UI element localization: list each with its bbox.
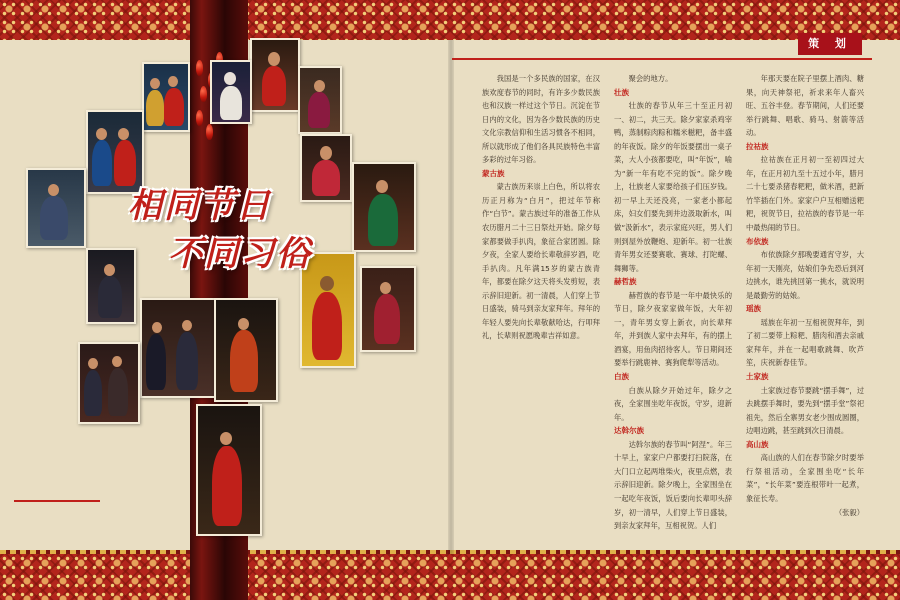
ethnic-group-heading: 壮族 [614, 87, 629, 97]
festival-photo-12 [214, 298, 278, 402]
festival-photo-9 [86, 248, 136, 324]
top-ornament-band [0, 0, 900, 40]
article-paragraph: 达斡尔族的春节叫“阿涅”。年三十早上，家家户户都要打扫院落，在大门口立起两堆柴火，夜里点燃，表示辞旧迎新。除夕晚上，全家围坐在一起吃年夜饭，饭后要向长辈叩头辞岁，初一清早，人们穿上节日盛装，到亲友家拜年，互相祝贺。人们 [614, 439, 732, 531]
festival-photo-14 [78, 342, 140, 424]
ethnic-group-heading: 土家族 [746, 372, 769, 382]
article-paragraph: 蒙古族历来崇上白色，所以将农历正月称为“白月”，把过年节称作“白节”。蒙古族过年的准备工作从农历腊月二十三日祭灶开始。除夕每家都要做手扒肉，象征合家团圆。除夕夜，全家人要给长辈敬辞岁酒，吃手扒肉。凡年满15岁的蒙古族青年，都要在除夕这天将头发剪短，表示辞旧迎新。初一清晨，人们穿上节日盛装，骑马到亲友家拜年。拜年的年轻人要先向长辈敬献哈达，行叩拜礼，长辈则祝愿晚辈吉祥如意。 [482, 182, 600, 341]
festival-photo-8 [352, 162, 416, 252]
header-rule [452, 58, 872, 60]
festival-photo-7 [26, 168, 86, 248]
article-paragraph: 壮族的春节从年三十至正月初一、初二，共三天。除夕家家杀鸡宰鸭，蒸制粽肉粽和糯米糍粑，备丰盛的年夜饭。除夕的年饭要摆出一桌子菜，大人小孩都要吃，叫“年饭”，喻为“新一年有吃不完的饭”。除夕晚上，壮族老人家要给孩子们压岁钱。初一早上天还没亮，一家老小都起床，妇女们要先到井边汲取新水，叫做“汲新水”，表示家庭兴旺，男人们则到屋外放鞭炮、迎新年。初一壮族青年男女还要赛歌、赛球、打陀螺、舞狮等。 [614, 101, 732, 273]
festival-photo-11 [140, 298, 216, 398]
festival-photo-3 [210, 60, 252, 124]
bottom-ornament-band [0, 554, 900, 600]
left-rule [14, 500, 100, 502]
article-paragraph: 土家族过春节要跳“摆手舞”，过去跳摆手舞时，要先到“摆手堂”祭祀祖先，然后全寨男女老少围成圆圈，边唱边跳，甚至跳到次日清晨。 [746, 385, 864, 436]
ethnic-group-heading: 达斡尔族 [614, 426, 644, 436]
article-paragraph: 我国是一个多民族的国家，在汉族欢度春节的同时，有许多少数民族也和汉族一样过这个节日。沉淀在节日内的文化，因为各少数民族的历史文化宗教信仰和生活习惯各不相同，所以就形成了他们各具民族特色丰富多彩的过年习俗。 [482, 74, 600, 165]
festival-photo-15 [196, 404, 262, 536]
article-column-2 [614, 72, 732, 533]
feature-title-line-2: 不同习俗 [168, 234, 312, 274]
festival-photo-4 [142, 62, 190, 132]
article-paragraph: 年那天要在院子里摆上酒肉、糖果，向天神祭祀，祈求来年人畜兴旺、五谷丰登。春节期间，人们还要举行跳舞、唱歌、骑马、射箭等活动。 [746, 74, 864, 138]
article-paragraph: 瑶族在年初一互相祝贺拜年，到了初二要带上粽粑、腊肉和酒去亲戚家拜年，并在一起唱歌跳舞、吹芦笙，庆祝新春佳节。 [746, 317, 864, 368]
ethnic-group-heading: 拉祜族 [746, 141, 769, 151]
article-column-1 [482, 72, 600, 343]
festival-photo-6 [300, 134, 352, 202]
ethnic-group-heading: 高山族 [746, 439, 769, 449]
article-paragraph: 布依族除夕那晚要通宵守岁，大年初一天刚亮，姑娘们争先恐后到河边挑水，谁先挑回第一挑水，就说明是最勤劳的姑娘。 [746, 250, 864, 300]
article-paragraph: 高山族的人们在春节除夕时要举行祭祖活动，全家围坐吃“长年菜”，“长年菜”要连根带叶一起煮，象征长寿。 [746, 453, 864, 503]
festival-photo-13 [360, 266, 416, 352]
author-signature: （张毅） [834, 507, 864, 517]
article-paragraph: 赫哲族的春节是一年中最快乐的节日，除夕夜家家做年饭，大年初一，青年男女穿上新衣，向长辈拜年，并到族人家中去拜年，有的摆上酒宴，用鱼肉招待客人。节日期间还要举行跳鹿神、赛狗爬犁等活动。 [614, 290, 732, 368]
ethnic-group-heading: 赫哲族 [614, 277, 637, 287]
ethnic-group-heading: 布依族 [746, 236, 769, 246]
page-gutter [448, 40, 454, 554]
ethnic-group-heading: 瑶族 [746, 304, 761, 314]
feature-title-line-1: 相同节日 [128, 186, 272, 226]
ethnic-group-heading: 白族 [614, 372, 629, 382]
festival-photo-1 [250, 38, 300, 112]
article-paragraph: 拉祜族在正月初一至初四过大年，在正月初九至十五过小年，腊月二十七要杀猪春粑粑，做米酒，把新竹竿插在门外。家家户户互相赠送粑粑，祝贺节日，拉祜族的春节是一年中最热闹的节日。 [746, 155, 864, 233]
section-label: 策 划 [798, 33, 862, 55]
ethnic-group-heading: 蒙古族 [482, 168, 505, 178]
article-column-3 [746, 72, 864, 519]
article-paragraph: 聚会的地方。 [628, 74, 673, 83]
article-paragraph: 白族从除夕开始过年，除夕之夜，全家围坐吃年夜饭，守岁，迎新年。 [614, 385, 732, 422]
festival-photo-2 [298, 66, 342, 134]
